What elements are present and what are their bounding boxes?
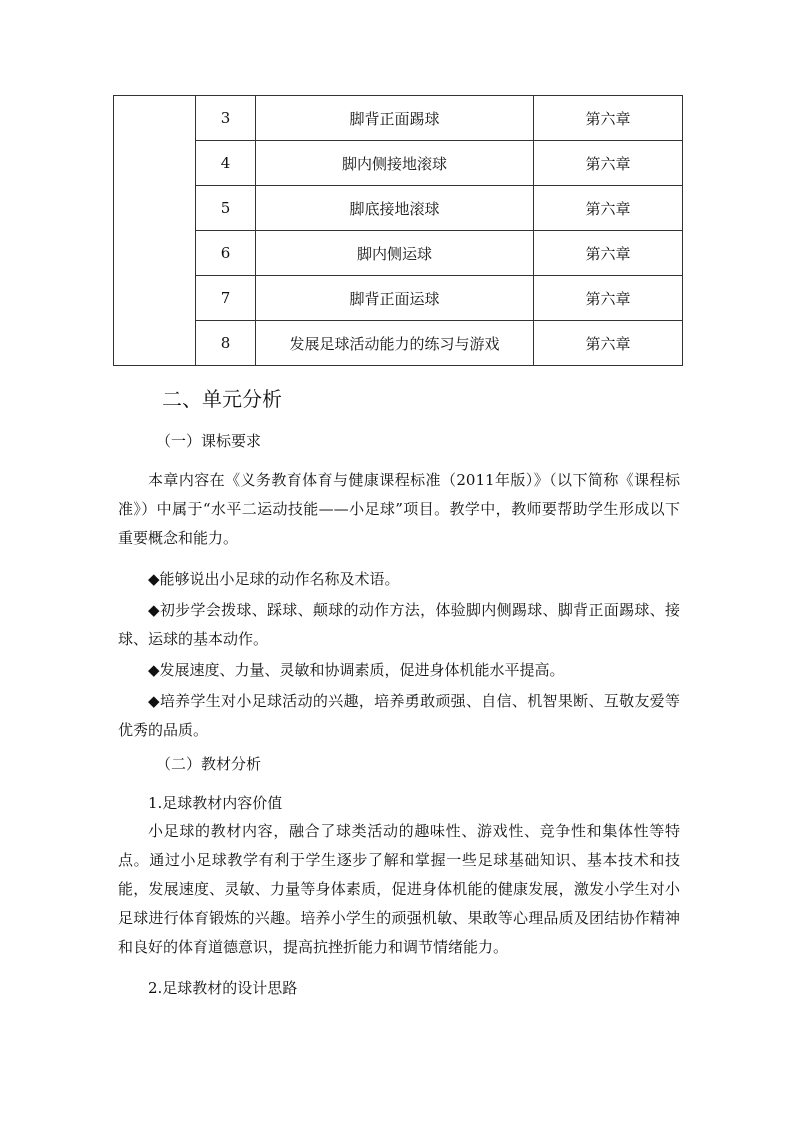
table-row [114,231,683,276]
subsection-heading-material: （二）教材分析 [156,755,262,773]
lesson-number: 6 [196,231,256,276]
list-item: ◆能够说出小足球的动作名称及术语。 [148,570,400,588]
lesson-name: 脚底接地滚球 [256,186,534,231]
lesson-chapter: 第六章 [534,321,683,366]
numbered-heading-design: 2.足球教材的设计思路 [148,979,298,997]
lesson-chapter: 第六章 [534,231,683,276]
subsection-heading-curriculum: （一）课标要求 [156,432,262,450]
list-item: ◆培养学生对小足球活动的兴趣，培养勇敢顽强、自信、机智果断、互敬友爱等优秀的品质。 [118,692,680,739]
table-row [114,141,683,186]
lesson-name: 脚内侧接地滚球 [256,141,534,186]
lesson-table [113,95,683,366]
lesson-number: 3 [196,96,256,141]
document-body [118,372,680,1002]
lesson-chapter: 第六章 [534,186,683,231]
lesson-chapter: 第六章 [534,96,683,141]
lesson-name: 发展足球活动能力的练习与游戏 [256,321,534,366]
curriculum-paragraph: 本章内容在《义务教育体育与健康课程标准（2011年版）》（以下简称《课程标准》）中属于“水平二运动技能——小足球”项目。教学中，教师要帮助学生形成以下重要概念和能力。 [118,471,680,547]
lesson-name: 脚背正面踢球 [256,96,534,141]
list-item: ◆初步学会拨球、踩球、颠球的动作方法，体验脚内侧踢球、脚背正面踢球、接球、运球的基本动作。 [118,601,680,648]
merged-group-cell [114,96,196,366]
lesson-number: 4 [196,141,256,186]
lesson-number: 8 [196,321,256,366]
table-row [114,276,683,321]
material-value-paragraph: 小足球的教材内容，融合了球类活动的趣味性、游戏性、竞争性和集体性等特点。通过小足球教学有利于学生逐步了解和掌握一些足球基础知识、基本技术和技能，发展速度、灵敏、力量等身体素质，促进身体机能的健康发展，激发小学生对小足球进行体育锻炼的兴趣。培养小学生的顽强机敏、果敢等心理品质及团结协作精神和良好的体育道德意识，提高抗挫折能力和调节情绪能力。 [118,822,680,956]
table-row [114,321,683,366]
table-row [114,96,683,141]
lesson-number: 5 [196,186,256,231]
requirement-list [118,565,680,745]
lesson-name: 脚内侧运球 [256,231,534,276]
table-row [114,186,683,231]
list-item: ◆发展速度、力量、灵敏和协调素质，促进身体机能水平提高。 [148,661,565,679]
lesson-table-container [113,95,683,366]
lesson-chapter: 第六章 [534,276,683,321]
section-heading: 二、单元分析 [162,387,282,411]
lesson-number: 7 [196,276,256,321]
lesson-name: 脚背正面运球 [256,276,534,321]
lesson-chapter: 第六章 [534,141,683,186]
numbered-heading-value: 1.足球教材内容价值 [148,794,283,812]
